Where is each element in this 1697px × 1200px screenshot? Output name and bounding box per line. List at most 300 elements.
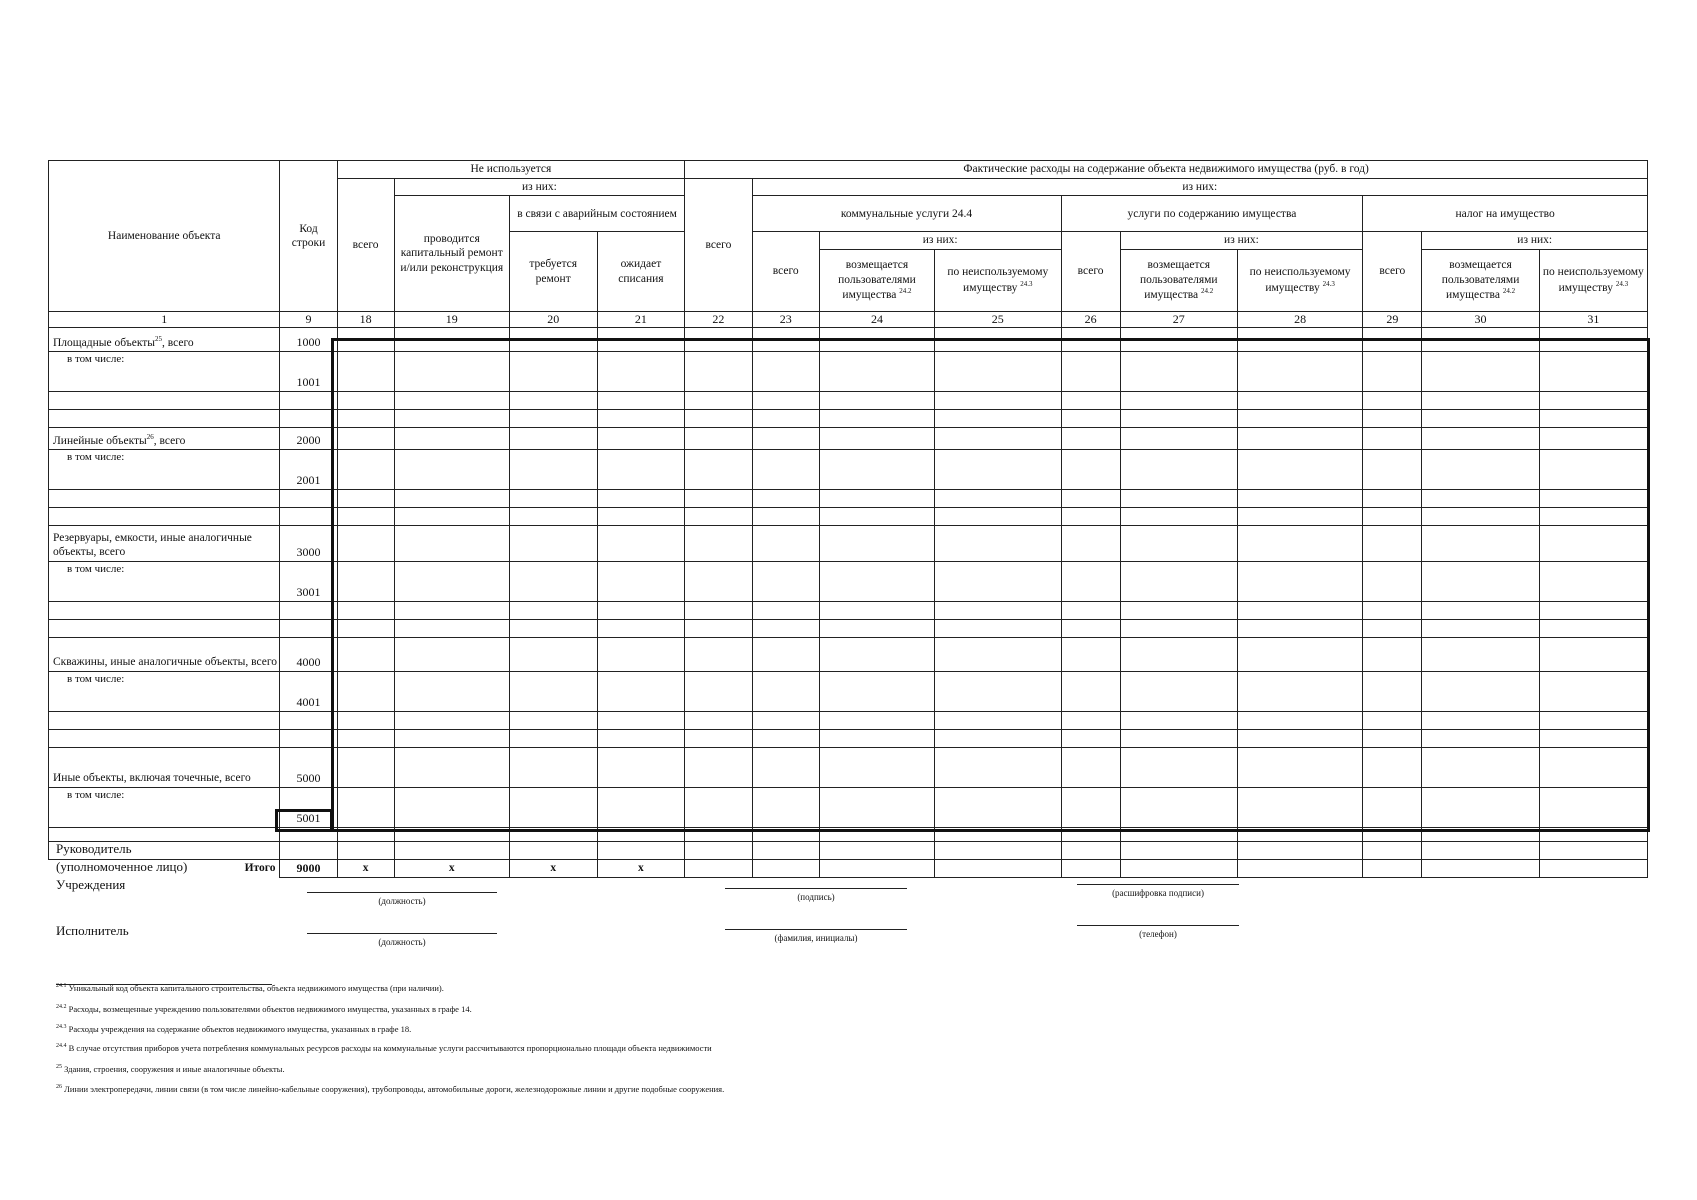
table-cell[interactable]	[935, 827, 1061, 841]
table-cell[interactable]	[819, 601, 934, 619]
table-cell[interactable]	[1539, 489, 1647, 507]
table-cell[interactable]	[597, 351, 685, 391]
table-cell[interactable]	[935, 601, 1061, 619]
table-cell[interactable]	[280, 841, 337, 859]
table-cell[interactable]	[394, 601, 509, 619]
table-cell[interactable]	[280, 729, 337, 747]
table-cell[interactable]	[1363, 525, 1422, 561]
table-cell[interactable]	[394, 327, 509, 351]
table-cell[interactable]	[1363, 859, 1422, 877]
table-cell[interactable]	[819, 827, 934, 841]
table-cell[interactable]	[1422, 859, 1539, 877]
table-cell[interactable]	[935, 711, 1061, 729]
table-cell[interactable]	[509, 619, 597, 637]
table-cell[interactable]	[819, 619, 934, 637]
table-cell[interactable]	[337, 729, 394, 747]
table-cell[interactable]	[935, 427, 1061, 449]
table-cell[interactable]	[509, 729, 597, 747]
table-cell[interactable]	[685, 409, 752, 427]
table-cell[interactable]	[394, 507, 509, 525]
table-cell[interactable]	[752, 351, 819, 391]
table-cell[interactable]	[1237, 351, 1362, 391]
table-cell[interactable]	[1120, 787, 1237, 827]
table-cell[interactable]	[1237, 841, 1362, 859]
table-cell[interactable]	[597, 729, 685, 747]
table-cell[interactable]	[1422, 351, 1539, 391]
table-cell[interactable]	[394, 827, 509, 841]
table-cell[interactable]	[1120, 409, 1237, 427]
table-cell[interactable]	[509, 711, 597, 729]
table-cell[interactable]	[935, 351, 1061, 391]
table-cell[interactable]	[1363, 449, 1422, 489]
table-cell[interactable]	[935, 637, 1061, 671]
table-cell[interactable]	[1422, 637, 1539, 671]
table-cell[interactable]	[1363, 327, 1422, 351]
table-cell[interactable]	[280, 507, 337, 525]
table-cell[interactable]	[280, 391, 337, 409]
table-cell[interactable]	[509, 507, 597, 525]
table-cell[interactable]	[752, 427, 819, 449]
table-cell[interactable]	[1237, 601, 1362, 619]
table-cell[interactable]	[752, 859, 819, 877]
table-cell[interactable]	[1422, 787, 1539, 827]
table-cell[interactable]	[337, 561, 394, 601]
table-cell[interactable]	[752, 637, 819, 671]
table-cell[interactable]	[394, 711, 509, 729]
table-cell[interactable]	[685, 859, 752, 877]
table-cell[interactable]	[819, 671, 934, 711]
table-cell[interactable]	[752, 747, 819, 787]
table-cell[interactable]	[685, 427, 752, 449]
table-cell[interactable]	[935, 729, 1061, 747]
table-cell[interactable]	[1120, 729, 1237, 747]
table-cell[interactable]	[394, 671, 509, 711]
table-cell[interactable]	[1120, 489, 1237, 507]
table-cell[interactable]	[752, 489, 819, 507]
table-cell[interactable]	[1422, 449, 1539, 489]
table-cell[interactable]	[394, 351, 509, 391]
table-cell[interactable]	[685, 827, 752, 841]
table-cell[interactable]	[509, 841, 597, 859]
table-cell[interactable]	[1237, 859, 1362, 877]
table-cell[interactable]	[509, 391, 597, 409]
table-cell[interactable]	[597, 787, 685, 827]
table-cell[interactable]	[337, 637, 394, 671]
table-cell[interactable]	[685, 391, 752, 409]
executor-position-line[interactable]	[307, 933, 497, 934]
table-cell[interactable]	[509, 671, 597, 711]
table-cell[interactable]	[1539, 601, 1647, 619]
table-cell[interactable]	[685, 351, 752, 391]
table-cell[interactable]	[1422, 671, 1539, 711]
table-cell[interactable]	[1120, 327, 1237, 351]
table-cell[interactable]	[1120, 859, 1237, 877]
table-cell[interactable]	[509, 489, 597, 507]
table-cell[interactable]	[1237, 637, 1362, 671]
table-cell[interactable]	[394, 841, 509, 859]
table-cell[interactable]	[685, 747, 752, 787]
table-cell[interactable]	[1363, 427, 1422, 449]
table-cell[interactable]	[394, 561, 509, 601]
table-cell[interactable]	[1120, 351, 1237, 391]
table-cell[interactable]	[280, 489, 337, 507]
table-cell[interactable]	[509, 827, 597, 841]
table-cell[interactable]	[752, 671, 819, 711]
table-cell[interactable]	[1237, 827, 1362, 841]
table-cell[interactable]	[685, 327, 752, 351]
table-cell[interactable]	[819, 637, 934, 671]
table-cell[interactable]	[49, 409, 280, 427]
table-cell[interactable]	[1363, 351, 1422, 391]
table-cell[interactable]	[685, 671, 752, 711]
table-cell[interactable]	[1061, 449, 1120, 489]
table-cell[interactable]	[685, 561, 752, 601]
table-cell[interactable]	[49, 601, 280, 619]
table-cell[interactable]	[1363, 747, 1422, 787]
table-cell[interactable]	[1120, 841, 1237, 859]
table-cell[interactable]	[337, 507, 394, 525]
table-cell[interactable]	[49, 729, 280, 747]
table-cell[interactable]	[280, 827, 337, 841]
table-cell[interactable]	[394, 427, 509, 449]
table-cell[interactable]	[1363, 561, 1422, 601]
table-cell[interactable]	[1363, 711, 1422, 729]
table-cell[interactable]	[752, 827, 819, 841]
table-cell[interactable]	[1422, 601, 1539, 619]
table-cell[interactable]	[1120, 637, 1237, 671]
table-cell[interactable]	[752, 711, 819, 729]
table-cell[interactable]	[1061, 841, 1120, 859]
table-cell[interactable]	[1422, 489, 1539, 507]
table-cell[interactable]	[685, 841, 752, 859]
table-cell[interactable]	[49, 619, 280, 637]
table-cell[interactable]	[1061, 859, 1120, 877]
table-cell[interactable]	[1120, 391, 1237, 409]
table-cell[interactable]	[1061, 489, 1120, 507]
table-cell[interactable]	[597, 525, 685, 561]
table-cell[interactable]	[819, 449, 934, 489]
table-cell[interactable]	[337, 409, 394, 427]
table-cell[interactable]	[1363, 601, 1422, 619]
table-cell[interactable]	[1539, 427, 1647, 449]
table-cell[interactable]	[1237, 409, 1362, 427]
table-cell[interactable]	[1061, 351, 1120, 391]
table-cell[interactable]	[597, 619, 685, 637]
table-cell[interactable]	[935, 619, 1061, 637]
table-cell[interactable]	[752, 601, 819, 619]
table-cell[interactable]	[1363, 637, 1422, 671]
table-cell[interactable]	[509, 327, 597, 351]
table-cell[interactable]	[509, 427, 597, 449]
table-cell[interactable]	[819, 507, 934, 525]
table-cell[interactable]	[685, 601, 752, 619]
table-cell[interactable]	[1539, 787, 1647, 827]
table-cell[interactable]	[819, 841, 934, 859]
table-cell[interactable]	[394, 619, 509, 637]
table-cell[interactable]	[935, 525, 1061, 561]
table-cell[interactable]	[1422, 561, 1539, 601]
table-cell[interactable]	[597, 561, 685, 601]
table-cell[interactable]	[1237, 747, 1362, 787]
table-cell[interactable]	[394, 729, 509, 747]
table-cell[interactable]	[1363, 827, 1422, 841]
table-cell[interactable]	[1422, 711, 1539, 729]
table-cell[interactable]	[935, 841, 1061, 859]
table-cell[interactable]	[685, 489, 752, 507]
table-cell[interactable]	[509, 409, 597, 427]
table-cell[interactable]	[752, 561, 819, 601]
table-cell[interactable]	[1120, 601, 1237, 619]
table-cell[interactable]	[1363, 409, 1422, 427]
table-cell[interactable]	[337, 747, 394, 787]
table-cell[interactable]	[1061, 561, 1120, 601]
table-cell[interactable]	[1120, 561, 1237, 601]
table-cell[interactable]	[1061, 747, 1120, 787]
table-cell[interactable]	[752, 619, 819, 637]
table-cell[interactable]	[597, 637, 685, 671]
table-cell[interactable]	[1422, 409, 1539, 427]
table-cell[interactable]	[1539, 841, 1647, 859]
table-cell[interactable]	[597, 747, 685, 787]
table-cell[interactable]	[1061, 391, 1120, 409]
table-cell[interactable]	[1363, 729, 1422, 747]
table-cell[interactable]	[1422, 747, 1539, 787]
table-cell[interactable]	[49, 711, 280, 729]
table-cell[interactable]	[935, 449, 1061, 489]
table-cell[interactable]	[1422, 391, 1539, 409]
table-cell[interactable]	[752, 327, 819, 351]
table-cell[interactable]	[394, 525, 509, 561]
table-cell[interactable]	[752, 841, 819, 859]
table-cell[interactable]	[280, 619, 337, 637]
table-cell[interactable]	[1237, 671, 1362, 711]
table-cell[interactable]	[1237, 729, 1362, 747]
table-cell[interactable]	[1539, 507, 1647, 525]
table-cell[interactable]	[597, 409, 685, 427]
table-cell[interactable]	[819, 427, 934, 449]
table-cell[interactable]	[597, 449, 685, 489]
table-cell[interactable]	[752, 449, 819, 489]
table-cell[interactable]	[394, 449, 509, 489]
table-cell[interactable]	[337, 841, 394, 859]
position-line[interactable]	[307, 892, 497, 893]
table-cell[interactable]	[935, 507, 1061, 525]
table-cell[interactable]	[337, 391, 394, 409]
executor-fio-line[interactable]	[725, 929, 907, 930]
table-cell[interactable]	[1237, 449, 1362, 489]
table-cell[interactable]	[1061, 507, 1120, 525]
table-cell[interactable]	[819, 391, 934, 409]
table-cell[interactable]	[1061, 827, 1120, 841]
table-cell[interactable]	[1061, 637, 1120, 671]
table-cell[interactable]	[1422, 525, 1539, 561]
table-cell[interactable]	[1539, 637, 1647, 671]
table-cell[interactable]	[1061, 601, 1120, 619]
table-cell[interactable]	[819, 409, 934, 427]
table-cell[interactable]	[752, 729, 819, 747]
table-cell[interactable]	[49, 489, 280, 507]
table-cell[interactable]	[337, 327, 394, 351]
table-cell[interactable]	[337, 449, 394, 489]
table-cell[interactable]	[819, 711, 934, 729]
table-cell[interactable]	[1237, 427, 1362, 449]
table-cell[interactable]	[509, 747, 597, 787]
table-cell[interactable]	[1363, 507, 1422, 525]
table-cell[interactable]	[819, 489, 934, 507]
table-cell[interactable]	[935, 671, 1061, 711]
table-cell[interactable]	[685, 449, 752, 489]
table-cell[interactable]	[337, 351, 394, 391]
table-cell[interactable]	[597, 601, 685, 619]
table-cell[interactable]	[394, 391, 509, 409]
table-cell[interactable]	[752, 787, 819, 827]
table-cell[interactable]	[509, 787, 597, 827]
table-cell[interactable]	[819, 747, 934, 787]
table-cell[interactable]	[1539, 671, 1647, 711]
table-cell[interactable]	[1237, 507, 1362, 525]
table-cell[interactable]	[1539, 525, 1647, 561]
table-cell[interactable]	[1237, 327, 1362, 351]
table-cell[interactable]	[1061, 409, 1120, 427]
table-cell[interactable]	[280, 409, 337, 427]
table-cell[interactable]	[1120, 671, 1237, 711]
table-cell[interactable]	[685, 619, 752, 637]
table-cell[interactable]	[819, 561, 934, 601]
table-cell[interactable]	[597, 327, 685, 351]
table-cell[interactable]	[1539, 561, 1647, 601]
table-cell[interactable]	[337, 619, 394, 637]
table-cell[interactable]	[819, 525, 934, 561]
table-cell[interactable]	[1539, 711, 1647, 729]
table-cell[interactable]	[685, 729, 752, 747]
table-cell[interactable]	[1061, 525, 1120, 561]
table-cell[interactable]	[337, 427, 394, 449]
table-cell[interactable]	[1061, 427, 1120, 449]
table-cell[interactable]	[337, 827, 394, 841]
table-cell[interactable]	[509, 525, 597, 561]
table-cell[interactable]	[1539, 827, 1647, 841]
table-cell[interactable]	[49, 391, 280, 409]
table-cell[interactable]	[685, 507, 752, 525]
table-cell[interactable]	[1120, 747, 1237, 787]
table-cell[interactable]	[337, 787, 394, 827]
phone-line[interactable]	[1077, 925, 1239, 926]
table-cell[interactable]	[935, 327, 1061, 351]
table-cell[interactable]	[1363, 671, 1422, 711]
table-cell[interactable]	[509, 449, 597, 489]
table-cell[interactable]	[1237, 525, 1362, 561]
table-cell[interactable]	[509, 351, 597, 391]
table-cell[interactable]	[1539, 729, 1647, 747]
table-cell[interactable]	[1539, 449, 1647, 489]
table-cell[interactable]	[337, 711, 394, 729]
table-cell[interactable]	[509, 561, 597, 601]
table-cell[interactable]	[1363, 489, 1422, 507]
table-cell[interactable]	[1539, 391, 1647, 409]
table-cell[interactable]	[1422, 729, 1539, 747]
table-cell[interactable]	[1120, 427, 1237, 449]
table-cell[interactable]	[394, 489, 509, 507]
table-cell[interactable]	[685, 525, 752, 561]
table-cell[interactable]	[1237, 711, 1362, 729]
table-cell[interactable]	[1539, 409, 1647, 427]
table-cell[interactable]	[819, 351, 934, 391]
table-cell[interactable]	[1120, 525, 1237, 561]
table-cell[interactable]	[752, 507, 819, 525]
table-cell[interactable]	[1237, 561, 1362, 601]
table-cell[interactable]	[1061, 711, 1120, 729]
table-cell[interactable]	[597, 427, 685, 449]
table-cell[interactable]	[1363, 619, 1422, 637]
table-cell[interactable]	[1061, 729, 1120, 747]
table-cell[interactable]	[1539, 327, 1647, 351]
table-cell[interactable]	[1422, 427, 1539, 449]
table-cell[interactable]	[935, 747, 1061, 787]
table-cell[interactable]	[935, 489, 1061, 507]
table-cell[interactable]	[1363, 841, 1422, 859]
table-cell[interactable]	[1061, 671, 1120, 711]
table-cell[interactable]	[1120, 507, 1237, 525]
table-cell[interactable]	[1237, 391, 1362, 409]
table-cell[interactable]	[597, 507, 685, 525]
table-cell[interactable]	[394, 409, 509, 427]
table-cell[interactable]	[1539, 859, 1647, 877]
table-cell[interactable]	[935, 409, 1061, 427]
table-cell[interactable]	[597, 391, 685, 409]
table-cell[interactable]	[935, 787, 1061, 827]
table-cell[interactable]	[509, 637, 597, 671]
table-cell[interactable]	[509, 601, 597, 619]
table-cell[interactable]	[935, 391, 1061, 409]
table-cell[interactable]	[1422, 507, 1539, 525]
table-cell[interactable]	[819, 327, 934, 351]
table-cell[interactable]	[49, 507, 280, 525]
table-cell[interactable]	[685, 637, 752, 671]
table-cell[interactable]	[752, 391, 819, 409]
table-cell[interactable]	[819, 859, 934, 877]
table-cell[interactable]	[1237, 619, 1362, 637]
table-cell[interactable]	[597, 671, 685, 711]
table-cell[interactable]	[1539, 351, 1647, 391]
table-cell[interactable]	[1363, 391, 1422, 409]
table-cell[interactable]	[935, 561, 1061, 601]
table-cell[interactable]	[394, 637, 509, 671]
table-cell[interactable]	[1422, 327, 1539, 351]
table-cell[interactable]	[1539, 619, 1647, 637]
decoding-line[interactable]	[1077, 884, 1239, 885]
table-cell[interactable]	[1061, 787, 1120, 827]
table-cell[interactable]	[752, 525, 819, 561]
table-cell[interactable]	[1422, 619, 1539, 637]
table-cell[interactable]	[1539, 747, 1647, 787]
table-cell[interactable]	[1120, 827, 1237, 841]
table-cell[interactable]	[1422, 827, 1539, 841]
table-cell[interactable]	[597, 711, 685, 729]
table-cell[interactable]	[337, 671, 394, 711]
table-cell[interactable]	[1237, 489, 1362, 507]
table-cell[interactable]	[1237, 787, 1362, 827]
table-cell[interactable]	[394, 747, 509, 787]
table-cell[interactable]	[1120, 711, 1237, 729]
table-cell[interactable]	[819, 787, 934, 827]
table-cell[interactable]	[597, 489, 685, 507]
table-cell[interactable]	[1363, 787, 1422, 827]
table-cell[interactable]	[1061, 327, 1120, 351]
table-cell[interactable]	[935, 859, 1061, 877]
table-cell[interactable]	[597, 841, 685, 859]
table-cell[interactable]	[1422, 841, 1539, 859]
table-cell[interactable]	[1061, 619, 1120, 637]
